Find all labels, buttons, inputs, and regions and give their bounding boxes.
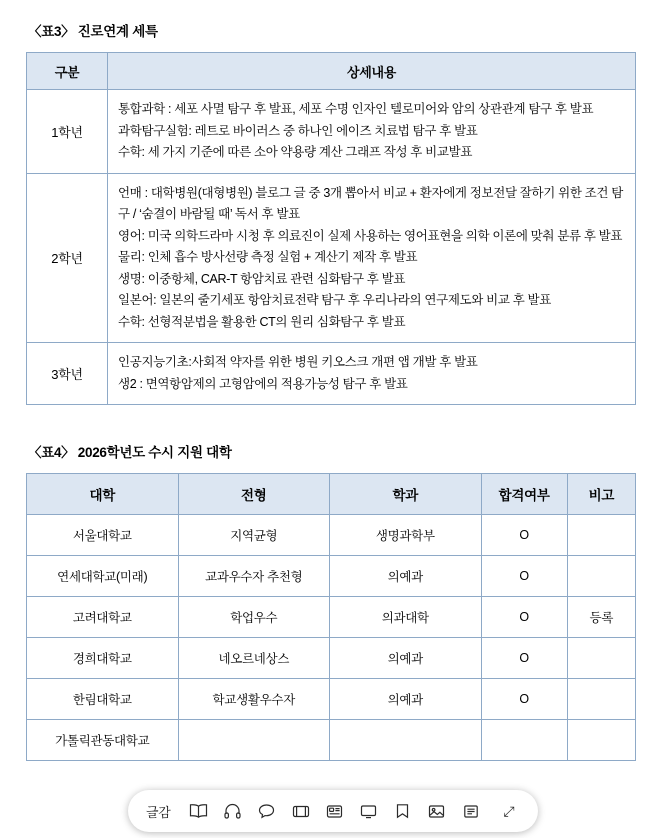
- speech-bubble-icon[interactable]: [251, 796, 283, 826]
- note-cell: [567, 720, 635, 761]
- result-cell: O: [481, 556, 567, 597]
- university-cell: 한림대학교: [27, 679, 179, 720]
- monitor-icon[interactable]: [353, 796, 385, 826]
- table4-caption: 〈표4〉 2026학년도 수시 지원 대학: [28, 445, 232, 460]
- department-cell: 의예과: [330, 638, 482, 679]
- admission-type-cell: 학교생활우수자: [178, 679, 330, 720]
- university-cell: 서울대학교: [27, 515, 179, 556]
- result-cell: [481, 720, 567, 761]
- section-spacer: [26, 405, 636, 435]
- detail-line: 일본어: 일본의 줄기세포 항암치료전략 탐구 후 우리나라의 연구제도와 비교 후 발표: [118, 293, 552, 307]
- detail-cell: [108, 343, 636, 405]
- table-row: [27, 173, 636, 343]
- film-icon[interactable]: [285, 796, 317, 826]
- note-cell: 등록: [567, 597, 635, 638]
- table-row: [27, 556, 636, 597]
- university-cell: 가톨릭관동대학교: [27, 720, 179, 761]
- table3-header-category: 구분: [27, 53, 108, 90]
- admission-type-cell: 학업우수: [178, 597, 330, 638]
- department-cell: 의예과: [330, 679, 482, 720]
- detail-line: 생2 : 면역항암제의 고형암에의 적용가능성 탐구 후 발표: [118, 376, 408, 391]
- book-icon[interactable]: [183, 796, 215, 826]
- table4-header-department: 학과: [330, 474, 482, 515]
- department-cell: 의과대학: [330, 597, 482, 638]
- table-row: [27, 343, 636, 405]
- headphones-icon[interactable]: [217, 796, 249, 826]
- result-cell: O: [481, 679, 567, 720]
- toolbar-label: 글감: [146, 804, 171, 820]
- result-cell: O: [481, 515, 567, 556]
- detail-line: 물리: 인체 흡수 방사선량 측정 실험 + 계산기 제작 후 발표: [118, 250, 418, 264]
- table4-header-university: 대학: [27, 474, 179, 515]
- table-career-linked-records: [26, 52, 636, 405]
- detail-line: 인공지능기초:사회적 약자를 위한 병원 키오스크 개편 앱 개발 후 발표: [118, 355, 478, 369]
- grade-cell: 3학년: [27, 343, 108, 405]
- table-row: [27, 90, 636, 174]
- detail-line: 언매 : 대학병원(대형병원) 블로그 글 중 3개 뽑아서 비교 + 환자에게 정보전달 잘하기 위한 조건 탐구 / ‘숨결이 바람될 때’ 독서 후 발표: [118, 185, 623, 221]
- table-row: [27, 474, 636, 515]
- table3-header-detail: 상세내용: [108, 53, 636, 90]
- table-row: [27, 720, 636, 761]
- list-icon[interactable]: [455, 796, 487, 826]
- detail-line: 과학탐구실험: 레트로 바이러스 중 하나인 에이즈 치료법 탐구 후 발표: [118, 123, 478, 138]
- admission-type-cell: 지역균형: [178, 515, 330, 556]
- admission-type-cell: [178, 720, 330, 761]
- detail-line: 수학: 세 가지 기준에 따른 소아 약용량 계산 그래프 작성 후 비교발표: [118, 145, 473, 159]
- image-icon[interactable]: [421, 796, 453, 826]
- note-cell: [567, 515, 635, 556]
- result-cell: O: [481, 597, 567, 638]
- table-row: [27, 53, 636, 90]
- admission-type-cell: 교과우수자 추천형: [178, 556, 330, 597]
- detail-line: 수학: 선형적분법을 활용한 CT의 원리 심화탐구 후 발표: [118, 314, 406, 329]
- university-cell: 연세대학교(미래): [27, 556, 179, 597]
- table4-header-result: 합격여부: [481, 474, 567, 515]
- note-cell: [567, 638, 635, 679]
- note-cell: [567, 556, 635, 597]
- result-cell: O: [481, 638, 567, 679]
- note-cell: [567, 679, 635, 720]
- department-cell: 생명과학부: [330, 515, 482, 556]
- card-icon[interactable]: [319, 796, 351, 826]
- detail-line: 영어: 미국 의학드라마 시청 후 의료진이 실제 사용하는 영어표현을 의학 이론에 맞춰 분류 후 발표: [118, 228, 623, 243]
- university-cell: 고려대학교: [27, 597, 179, 638]
- tag-icon[interactable]: [387, 796, 419, 826]
- table4-header-note: 비고: [567, 474, 635, 515]
- table-row: [27, 679, 636, 720]
- department-cell: 의예과: [330, 556, 482, 597]
- detail-cell: [108, 173, 636, 343]
- table-university-applications: [26, 473, 636, 761]
- detail-line: 생명: 이중항체, CAR-T 항암치료 관련 심화탐구 후 발표: [118, 271, 406, 286]
- table-row: [27, 638, 636, 679]
- table3-caption: 〈표3〉 진로연계 세특: [28, 24, 158, 39]
- department-cell: [330, 720, 482, 761]
- expand-icon[interactable]: ⤢: [503, 802, 515, 819]
- table-row: [27, 597, 636, 638]
- admission-type-cell: 네오르네상스: [178, 638, 330, 679]
- table4-header-admission-type: 전형: [178, 474, 330, 515]
- floating-toolbar[interactable]: [128, 790, 538, 832]
- grade-cell: 2학년: [27, 173, 108, 343]
- university-cell: 경희대학교: [27, 638, 179, 679]
- detail-line: 통합과학 : 세포 사멸 탐구 후 발표, 세포 수명 인자인 텔로미어와 암의 상관관계 탐구 후 발표: [118, 102, 594, 116]
- detail-cell: [108, 90, 636, 174]
- table-row: [27, 515, 636, 556]
- grade-cell: 1학년: [27, 90, 108, 174]
